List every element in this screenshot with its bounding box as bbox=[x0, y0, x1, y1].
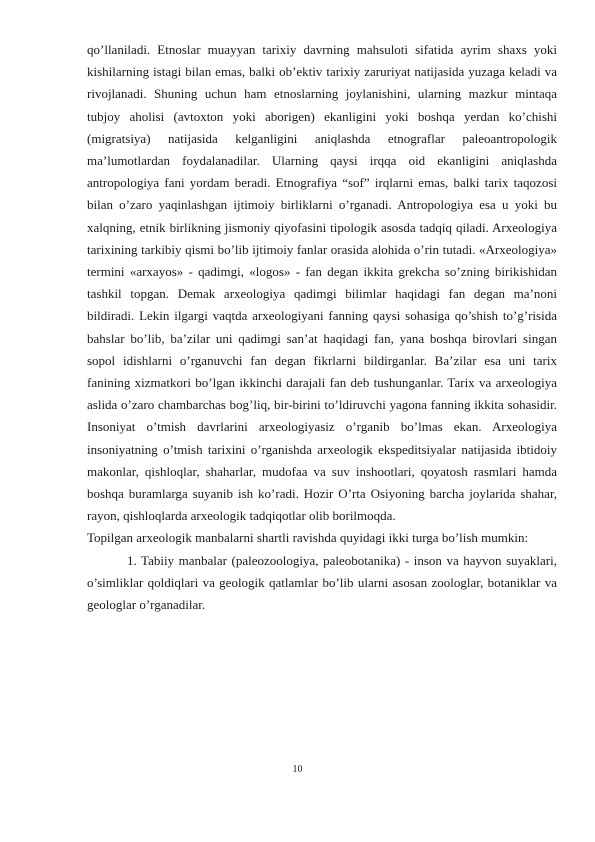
body-paragraph: qo’llaniladi. Etnoslar muayyan tarixiy davrning mahsuloti sifatida ayrim shaxs yoki kishilarning istagi bilan emas, balki ob’ektiv tarixiy zaruriyat natijasida yuzaga keladi va rivojlanadi. Shuning uchun ham etnoslarning joylanishini, ularning mazkur mintaqa tubjoy aholisi (avtoxton yoki aborigen) ekanligini yoki boshqa yerdan ko’chishi (migratsiya) natijasida kelganligini aniqlashda etnograflar paleoantropologik ma’lumotlardan foydalanadilar. Ularning qaysi irqqa oid ekanligini aniqlashda antropologiya fani yordam beradi. Etnografiya “sof” irqlarni emas, balki tarix taqozosi bilan o’zaro yaqinlashgan ijtimoiy birliklarni o’rganadi. Antropologiya esa u yoki bu xalqning, etnik birlikning jismoniy qiyofasini tipologik asosda tadqiq qiladi. Arxeologiya tarixining tarkibiy qismi bo’lib ijtimoiy fanlar orasida alohida o’rin tutadi. «Arxeologiya» termini «arxayos» - qadimgi, «logos» - fan degan ikkita grekcha so’zning birikishidan tashkil topgan. Demak arxeologiya qadimgi bilimlar haqidagi fan degan ma’noni bildiradi. Lekin ilgargi vaqtda arxeologiyani fanning qaysi sohasiga qo’shish to’g’risida bahslar bo’lib, ba’zilar uni qadimgi san’at haqidagi fan, yana boshqa birovlari singan sopol idishlarni o’rganuvchi fan degan fikrlarni bildirganlar. Ba’zilar esa uni tarix fanining xizmatkori bo’lgan ikkinchi darajali fan deb tushunganlar. Tarix va arxeologiya aslida o’zaro chambarchas bog’liq, bir-birini to’ldiruvchi yagona fanning ikkita sohasidir. Insoniyat o’tmish davrlarini arxeologiyasiz o’rganib bo’lmas ekan. Arxeologiya insoniyatning o’tmish tarixini o’rganishda arxeologik ekspeditsiyalar natijasida ibtidoiy makonlar, qishloqlar, shaharlar, mudofaa va suv inshootlari, qoyatosh rasmlari hamda boshqa buramlarga suyanib ish ko’radi. Hozir O’rta Osiyoning barcha joylarida shahar, rayon, qishloqlarda arxeologik tadqiqotlar olib borilmoqda. bbox=[87, 42, 557, 524]
page-number: 10 bbox=[292, 764, 303, 775]
document-body bbox=[87, 39, 557, 616]
body-paragraph: Topilgan arxeologik manbalarni shartli ravishda quyidagi ikki turga bo’lish mumkin: bbox=[87, 530, 529, 546]
list-item: 1. Tabiiy manbalar (paleozoologiya, paleobotanika) - inson va hayvon suyaklari, o’simliklar qoldiqlari va geologik qatlamlar bo’lib ularni asosan zoologlar, botaniklar va geologlar o’rganadilar. bbox=[87, 552, 557, 613]
